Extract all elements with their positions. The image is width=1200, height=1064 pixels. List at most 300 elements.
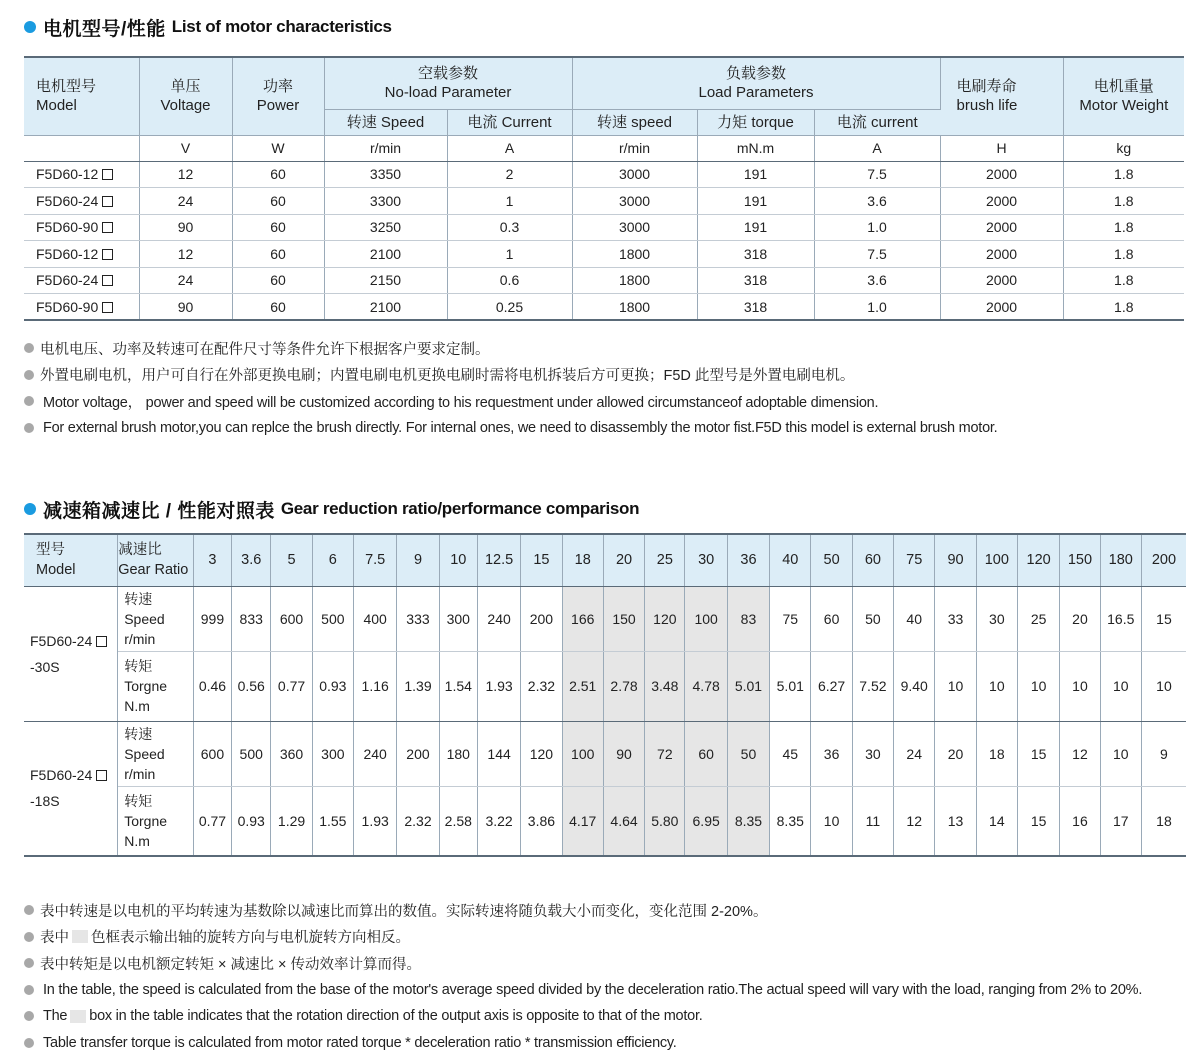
ratio-header: 3 (193, 534, 231, 586)
value-cell: 72 (645, 721, 685, 786)
value-cell: 240 (477, 586, 520, 651)
motor-characteristics-table (24, 56, 1184, 321)
note-item (24, 897, 1142, 924)
header-load: 负载参数 Load Parameters (572, 57, 940, 109)
value-cell: 1.8 (1063, 267, 1184, 294)
value-cell: 25 (1017, 586, 1059, 651)
model-cell (24, 214, 139, 241)
value-cell: 318 (697, 294, 814, 321)
ratio-header: 5 (271, 534, 312, 586)
value-cell: 2000 (940, 188, 1063, 215)
model-name: F5D60-90 (36, 219, 99, 236)
value-cell: 400 (354, 586, 397, 651)
metric-label-line: 转速 (124, 590, 153, 607)
value-cell: 240 (354, 721, 397, 786)
ratio-header: 30 (685, 534, 727, 586)
value-cell: 318 (697, 267, 814, 294)
ratio-header: 90 (935, 534, 976, 586)
note-item (24, 388, 997, 415)
value-cell: 33 (935, 586, 976, 651)
checkbox-square-icon (102, 249, 113, 260)
note-text: In the table, the speed is calculated from the base of the motor's average speed divided by the deceleration ratio.The actual speed will vary with the load, ranging from 2% to 20%. (43, 981, 1143, 998)
value-cell: 2.51 (562, 651, 603, 721)
checkbox-square-icon (102, 222, 113, 233)
value-cell: 60 (811, 586, 852, 651)
value-cell: 50 (852, 586, 893, 651)
metric-label-line: r/min (124, 765, 156, 782)
note-item (24, 924, 1142, 951)
note-text: 表中转矩是以电机额定转矩 × 减速比 × 传动效率计算而得。 (40, 956, 422, 973)
value-cell: 1.8 (1063, 241, 1184, 268)
metric-label-line: N.m (124, 698, 150, 714)
speed-label-cell (118, 721, 194, 786)
header-gear-model: 型号 Model (24, 534, 118, 586)
value-cell: 100 (685, 586, 727, 651)
model-name: F5D60-24 (36, 272, 99, 289)
value-cell: 0.6 (447, 267, 572, 294)
torque-label-cell (118, 651, 194, 721)
header-load-current: 电流 current (814, 109, 940, 135)
value-cell: 1 (447, 241, 572, 268)
value-cell: 200 (397, 721, 439, 786)
value-cell: 16.5 (1100, 586, 1141, 651)
value-cell: 60 (685, 721, 727, 786)
unit-cell: A (447, 135, 572, 161)
value-cell: 13 (935, 786, 976, 856)
value-cell: 2.78 (603, 651, 644, 721)
header-noload-speed: 转速 Speed (324, 109, 447, 135)
value-cell: 12 (139, 161, 232, 188)
value-cell: 30 (852, 721, 893, 786)
value-cell: 15 (1141, 586, 1186, 651)
value-cell: 2000 (940, 161, 1063, 188)
note-item (24, 950, 1142, 977)
value-cell: 90 (139, 214, 232, 241)
value-cell: 5.80 (645, 786, 685, 856)
value-cell: 2100 (324, 241, 447, 268)
metric-label-line: r/min (124, 630, 156, 647)
ratio-header: 12.5 (477, 534, 520, 586)
value-cell: 191 (697, 214, 814, 241)
ratio-header: 10 (439, 534, 477, 586)
bullet-icon (24, 905, 34, 915)
value-cell: 4.64 (603, 786, 644, 856)
unit-cell: kg (1063, 135, 1184, 161)
ratio-header: 36 (727, 534, 769, 586)
value-cell: 0.46 (193, 651, 231, 721)
ratio-header: 180 (1100, 534, 1141, 586)
value-cell: 2.32 (521, 651, 562, 721)
table-row (24, 214, 1184, 241)
value-cell: 10 (1100, 651, 1141, 721)
value-cell: 2100 (324, 294, 447, 321)
ratio-header: 3.6 (232, 534, 271, 586)
metric-label-line: Torgne (124, 678, 168, 694)
unit-cell: V (139, 135, 232, 161)
gear-model-cell (24, 586, 118, 721)
value-cell: 144 (477, 721, 520, 786)
ratio-header: 9 (397, 534, 439, 586)
value-cell: 300 (439, 586, 477, 651)
bullet-icon (24, 958, 34, 968)
ratio-header: 150 (1060, 534, 1100, 586)
value-cell: 90 (139, 294, 232, 321)
checkbox-square-icon (96, 770, 107, 781)
table-row (24, 161, 1184, 188)
table-row (24, 294, 1184, 321)
value-cell: 333 (397, 586, 439, 651)
value-cell: 17 (1100, 786, 1141, 856)
value-cell: 120 (645, 586, 685, 651)
note-text-after: box in the table indicates that the rotation direction of the output axis is opposite to that of the motor. (89, 1008, 703, 1025)
value-cell: 1.0 (814, 214, 940, 241)
value-cell: 60 (232, 214, 324, 241)
unit-cell: H (940, 135, 1063, 161)
title-dot-icon (24, 21, 36, 33)
value-cell: 3.6 (814, 188, 940, 215)
value-cell: 1.55 (312, 786, 353, 856)
gear-model-line1 (30, 628, 117, 654)
value-cell: 60 (232, 294, 324, 321)
value-cell: 60 (232, 267, 324, 294)
model-name: F5D60-12 (36, 166, 99, 183)
value-cell: 0.56 (232, 651, 271, 721)
value-cell: 3000 (572, 188, 697, 215)
header-brush-life: 电刷寿命 brush life (940, 57, 1063, 135)
value-cell: 14 (976, 786, 1017, 856)
metric-label-line: 转速 (124, 725, 153, 742)
value-cell: 318 (697, 241, 814, 268)
value-cell: 600 (271, 586, 312, 651)
value-cell: 0.93 (312, 651, 353, 721)
gear-model-name: F5D60-24 (30, 632, 93, 649)
value-cell: 1.16 (354, 651, 397, 721)
ratio-header: 60 (852, 534, 893, 586)
note-text: 电机电压、功率及转速可在配件尺寸等条件允许下根据客户要求定制。 (40, 341, 490, 358)
ratio-header: 20 (603, 534, 644, 586)
checkbox-square-icon (96, 636, 107, 647)
value-cell: 90 (603, 721, 644, 786)
section-title-cn: 电机型号/性能 (43, 18, 166, 40)
value-cell: 200 (521, 586, 562, 651)
value-cell: 83 (727, 586, 769, 651)
value-cell: 7.5 (814, 241, 940, 268)
note-item (24, 415, 997, 442)
value-cell: 10 (1060, 651, 1100, 721)
note-text: 表中转速是以电机的平均转速为基数除以减速比而算出的数值。实际转速将随负载大小而变化，变化范围 2-20%。 (40, 903, 768, 920)
metric-label-line: Torgne (124, 812, 168, 829)
bullet-icon (24, 423, 34, 433)
bullet-icon (24, 985, 34, 995)
note-text: Table transfer torque is calculated from motor rated torque * deceleration ratio * transmission efficiency. (43, 1034, 677, 1051)
value-cell: 4.78 (685, 651, 727, 721)
motor-table-body (24, 161, 1184, 320)
unit-cell: r/min (324, 135, 447, 161)
value-cell: 0.77 (271, 651, 312, 721)
ratio-header: 120 (1017, 534, 1059, 586)
value-cell: 6.95 (685, 786, 727, 856)
model-name: F5D60-12 (36, 245, 99, 262)
gear-reduction-table (24, 533, 1186, 857)
section-title-en: Gear reduction ratio/performance comparison (280, 499, 640, 518)
value-cell: 9 (1141, 721, 1186, 786)
value-cell: 18 (1141, 786, 1186, 856)
ratio-header: 100 (976, 534, 1017, 586)
model-cell (24, 294, 139, 321)
value-cell: 1.39 (397, 651, 439, 721)
value-cell: 36 (811, 721, 852, 786)
value-cell: 1800 (572, 267, 697, 294)
value-cell: 0.3 (447, 214, 572, 241)
value-cell: 1 (447, 188, 572, 215)
speed-row (24, 586, 1186, 651)
value-cell: 12 (1060, 721, 1100, 786)
note-text-after: 色框表示输出轴的旋转方向与电机旋转方向相反。 (91, 930, 410, 947)
value-cell: 11 (852, 786, 893, 856)
ratio-header: 15 (521, 534, 562, 586)
value-cell: 20 (935, 721, 976, 786)
ratio-header: 200 (1141, 534, 1186, 586)
model-name: F5D60-24 (36, 192, 99, 209)
table-row (24, 241, 1184, 268)
motor-notes (24, 335, 997, 441)
header-noload: 空载参数 No-load Parameter (324, 57, 572, 109)
value-cell: 166 (562, 586, 603, 651)
value-cell: 0.25 (447, 294, 572, 321)
value-cell: 3300 (324, 188, 447, 215)
value-cell: 360 (271, 721, 312, 786)
value-cell: 500 (232, 721, 271, 786)
value-cell: 5.01 (727, 651, 769, 721)
value-cell: 150 (603, 586, 644, 651)
metric-label-line: 转矩 (124, 658, 153, 674)
value-cell: 10 (935, 651, 976, 721)
value-cell: 8.35 (727, 786, 769, 856)
gear-header-row (24, 534, 1186, 586)
value-cell: 3.86 (521, 786, 562, 856)
gear-model-name: F5D60-24 (30, 767, 93, 784)
value-cell: 1800 (572, 241, 697, 268)
gear-model-suffix: -30S (30, 658, 60, 675)
title-dot-icon (24, 503, 36, 515)
bullet-icon (24, 932, 34, 942)
ratio-header: 50 (811, 534, 852, 586)
header-noload-current: 电流 Current (447, 109, 572, 135)
value-cell: 15 (1017, 721, 1059, 786)
value-cell: 15 (1017, 786, 1059, 856)
checkbox-square-icon (102, 169, 113, 180)
value-cell: 1.54 (439, 651, 477, 721)
bullet-icon (24, 1038, 34, 1048)
shade-swatch-icon (70, 1010, 86, 1023)
value-cell: 6.27 (811, 651, 852, 721)
value-cell: 2000 (940, 214, 1063, 241)
value-cell: 30 (976, 586, 1017, 651)
model-cell (24, 241, 139, 268)
note-text: For external brush motor,you can replce the brush directly. For internal ones, we need to disassembly the motor fist.F5D this model is external brush motor. (43, 419, 998, 436)
unit-cell-blank (24, 135, 139, 161)
value-cell: 16 (1060, 786, 1100, 856)
value-cell: 2000 (940, 294, 1063, 321)
ratio-header: 75 (894, 534, 935, 586)
section-title-motor (24, 13, 392, 41)
header-motor-weight: 电机重量 Motor Weight (1063, 57, 1184, 135)
value-cell: 10 (1017, 651, 1059, 721)
note-text: 外置电刷电机，用户可自行在外部更换电刷；内置电刷电机更换电刷时需将电机拆装后方可更换；F5D 此型号是外置电刷电机。 (40, 368, 855, 385)
speed-label-cell (118, 586, 194, 651)
value-cell: 0.93 (232, 786, 271, 856)
model-cell (24, 188, 139, 215)
unit-cell: W (232, 135, 324, 161)
value-cell: 12 (894, 786, 935, 856)
value-cell: 191 (697, 188, 814, 215)
value-cell: 75 (770, 586, 811, 651)
value-cell: 1.93 (477, 651, 520, 721)
value-cell: 60 (232, 241, 324, 268)
value-cell: 2000 (940, 267, 1063, 294)
value-cell: 1.8 (1063, 214, 1184, 241)
metric-label-line: Speed (124, 745, 165, 762)
value-cell: 1.8 (1063, 161, 1184, 188)
value-cell: 2.32 (397, 786, 439, 856)
unit-cell: mN.m (697, 135, 814, 161)
section-title-cn: 减速箱减速比 / 性能对照表 (43, 500, 275, 522)
table-row (24, 188, 1184, 215)
model-name: F5D60-90 (36, 298, 99, 315)
value-cell: 60 (232, 161, 324, 188)
section-title-gear (24, 495, 639, 523)
value-cell: 3000 (572, 161, 697, 188)
value-cell: 1.8 (1114, 298, 1134, 315)
value-cell: 0.77 (193, 786, 231, 856)
metric-label-line: Speed (124, 610, 165, 627)
ratio-header: 18 (562, 534, 603, 586)
units-row (24, 135, 1184, 161)
ratio-header: 6 (312, 534, 353, 586)
value-cell: 120 (521, 721, 562, 786)
value-cell: 1.8 (1063, 188, 1184, 215)
checkbox-square-icon (102, 196, 113, 207)
bullet-icon (24, 370, 34, 380)
header-voltage: 单压 Voltage (139, 57, 232, 135)
value-cell: 2000 (940, 241, 1063, 268)
value-cell: 191 (697, 161, 814, 188)
header-load-speed: 转速 speed (572, 109, 697, 135)
table-row (24, 267, 1184, 294)
value-cell: 2150 (324, 267, 447, 294)
bullet-icon (24, 396, 34, 406)
gear-table-body (24, 586, 1186, 856)
note-item (24, 335, 997, 362)
header-load-torque: 力矩 torque (697, 109, 814, 135)
value-cell: 7.5 (814, 161, 940, 188)
value-cell: 10 (1100, 721, 1141, 786)
header-power: 功率 Power (232, 57, 324, 135)
value-cell: 5.01 (770, 651, 811, 721)
value-cell: 20 (1060, 586, 1100, 651)
checkbox-square-icon (102, 302, 113, 313)
torque-row (24, 786, 1186, 856)
value-cell: 3000 (572, 214, 697, 241)
torque-row (24, 651, 1186, 721)
value-cell: 500 (312, 586, 353, 651)
section-title-en: List of motor characteristics (171, 17, 392, 36)
shade-swatch-icon (72, 930, 88, 943)
gear-model-line1 (30, 762, 117, 788)
metric-label-line: 转矩 (124, 792, 153, 809)
model-cell (24, 267, 139, 294)
value-cell: 3250 (324, 214, 447, 241)
value-cell: 12 (139, 241, 232, 268)
bullet-icon (24, 343, 34, 353)
model-cell (24, 161, 139, 188)
value-cell: 180 (439, 721, 477, 786)
gear-model-suffix: -18S (30, 793, 60, 810)
value-cell: 4.17 (562, 786, 603, 856)
value-cell: 7.52 (852, 651, 893, 721)
value-cell: 3.48 (645, 651, 685, 721)
gear-model-cell (24, 721, 118, 856)
header-model: 电机型号 Model (24, 57, 139, 135)
value-cell: 3350 (324, 161, 447, 188)
note-item (24, 1003, 1142, 1030)
value-cell: 18 (976, 721, 1017, 786)
ratio-header: 25 (645, 534, 685, 586)
note-item (24, 1030, 1142, 1057)
value-cell: 9.40 (894, 651, 935, 721)
torque-label-cell (118, 786, 194, 856)
unit-cell: r/min (572, 135, 697, 161)
unit-cell: A (814, 135, 940, 161)
value-cell: 3.22 (477, 786, 520, 856)
note-item (24, 977, 1142, 1004)
bullet-icon (24, 1011, 34, 1021)
value-cell: 10 (1141, 651, 1186, 721)
value-cell: 24 (894, 721, 935, 786)
value-cell: 24 (139, 188, 232, 215)
value-cell: 833 (232, 586, 271, 651)
value-cell: 1.93 (354, 786, 397, 856)
gear-notes (24, 897, 1142, 1056)
ratio-header: 7.5 (354, 534, 397, 586)
value-cell: 60 (232, 188, 324, 215)
value-cell: 50 (727, 721, 769, 786)
metric-label-line: N.m (124, 832, 150, 849)
value-cell: 10 (976, 651, 1017, 721)
checkbox-square-icon (102, 275, 113, 286)
note-text-before: 表中 (40, 930, 69, 947)
value-cell: 1.29 (271, 786, 312, 856)
value-cell: 3.6 (814, 267, 940, 294)
value-cell: 45 (770, 721, 811, 786)
value-cell: 40 (894, 586, 935, 651)
header-gear-ratio: 减速比 Gear Ratio (118, 534, 194, 586)
value-cell: 1.0 (814, 294, 940, 321)
value-cell: 1800 (572, 294, 697, 321)
value-cell: 2.58 (439, 786, 477, 856)
value-cell: 600 (193, 721, 231, 786)
ratio-header: 40 (770, 534, 811, 586)
speed-row (24, 721, 1186, 786)
value-cell: 2 (447, 161, 572, 188)
value-cell: 300 (312, 721, 353, 786)
value-cell: 100 (562, 721, 603, 786)
note-text-before: The (43, 1008, 68, 1025)
value-cell: 999 (193, 586, 231, 651)
value-cell: 8.35 (770, 786, 811, 856)
note-text: Motor voltage， power and speed will be customized according to his requestment under allowed circumstanceof adoptable dimension. (43, 394, 879, 411)
value-cell: 24 (139, 267, 232, 294)
